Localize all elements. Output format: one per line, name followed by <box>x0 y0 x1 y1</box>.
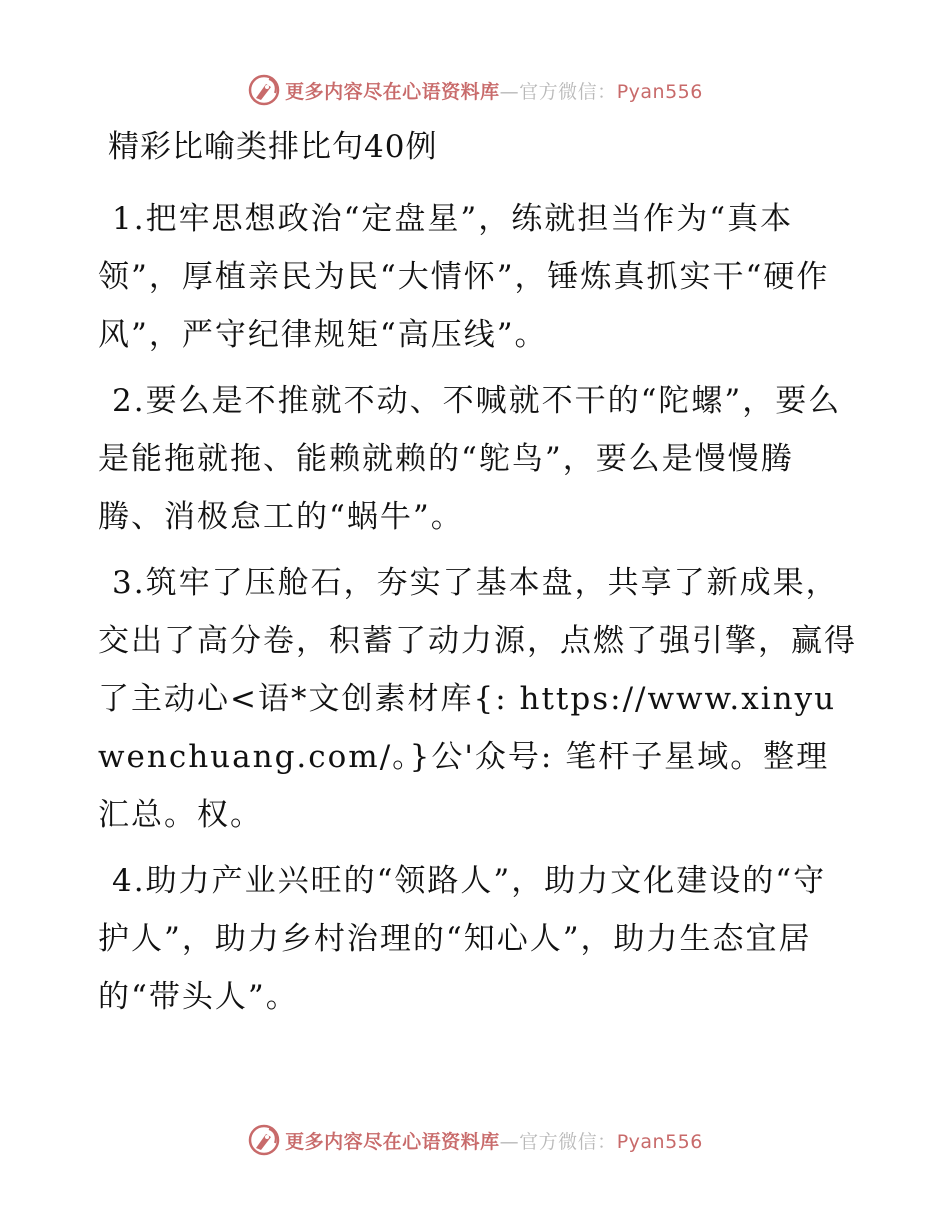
banner-dash: — <box>499 80 520 103</box>
document-title: 精彩比喻类排比句40例 <box>108 129 438 165</box>
banner-dash: — <box>499 1130 520 1153</box>
banner-wechat-label: 官方微信： <box>519 80 617 103</box>
banner-wechat-label: 官方微信： <box>519 1130 617 1153</box>
banner-text <box>285 1127 703 1154</box>
banner-main-text: 更多内容尽在心语资料库 <box>285 80 500 103</box>
banner-wechat-handle: Pyan556 <box>616 80 703 103</box>
banner-wechat-handle: Pyan556 <box>616 1130 703 1153</box>
banner-main-text: 更多内容尽在心语资料库 <box>285 1130 500 1153</box>
paragraph-2: 2.要么是不推就不动、不喊就不干的“陀螺”，要么是能拖就拖、能赖就赖的“鸵鸟”，要么是慢慢腾腾、消极怠工的“蜗牛”。 <box>98 383 842 535</box>
header-banner <box>0 70 950 110</box>
paragraph-4: 4.助力产业兴旺的“领路人”，助力文化建设的“守护人”，助力乡村治理的“知心人”，助力生态宜居的“带头人”。 <box>98 863 827 1015</box>
paragraph-1: 1.把牢思想政治“定盘星”，练就担当作为“真本领”，厚植亲民为民“大情怀”，锤炼真抓实干“硬作风”，严守纪律规矩“高压线”。 <box>98 201 830 353</box>
paragraph-3: 3.筑牢了压舱石，夯实了基本盘，共享了新成果，交出了高分卷，积蓄了动力源，点燃了强引擎，赢得了主动心<语*文创素材库{: https://www.xinyuwenchuang.com/。}公'众号: 笔杆子星域。整理汇总。权。 <box>98 565 857 833</box>
footer-banner <box>0 1120 950 1160</box>
pen-nib-logo-icon <box>247 73 281 107</box>
banner-text <box>285 77 703 104</box>
document-body <box>98 122 858 1034</box>
pen-nib-logo-icon <box>247 1123 281 1157</box>
